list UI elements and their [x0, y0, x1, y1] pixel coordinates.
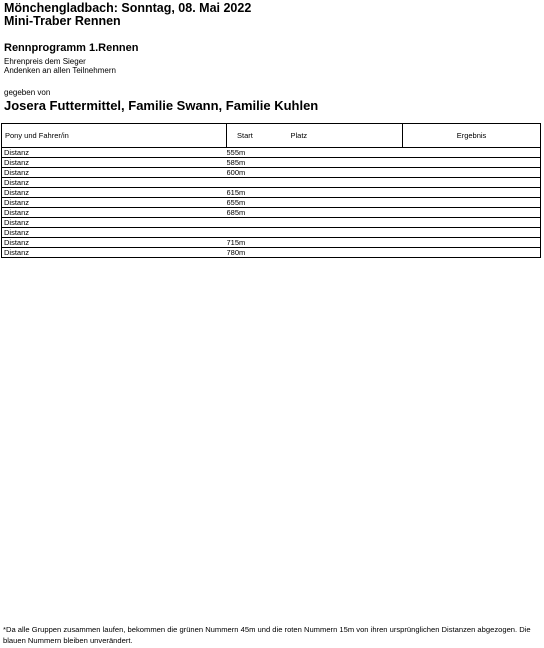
col-platz: Platz: [289, 124, 403, 148]
distance-row: [2, 208, 541, 218]
distance-label: Distanz: [2, 208, 227, 218]
race-title: Rennprogramm 1.Rennen: [4, 42, 139, 54]
place-date: Mönchengladbach: Sonntag, 08. Mai 2022: [4, 1, 252, 15]
prize-line: Ehrenpreis dem Sieger: [4, 57, 86, 66]
distance-row: [2, 198, 541, 208]
distance-row: [2, 188, 541, 198]
distance-fill: [275, 228, 541, 238]
distance-row: [2, 158, 541, 168]
distance-value: [227, 178, 275, 188]
distance-value: 555m: [227, 148, 275, 158]
distance-fill: [275, 218, 541, 228]
distance-value: 615m: [227, 188, 275, 198]
footnote: *Da alle Gruppen zusammen laufen, bekommen die grünen Nummern 45m und die roten Nummern 15m von ihren ursprünglichen Distanzen abgezogen. Die blauen Nummern bleiben unverändert.: [3, 625, 531, 645]
distance-row: [2, 248, 541, 258]
distance-label: Distanz: [2, 238, 227, 248]
distance-fill: [275, 148, 541, 158]
distance-label: Distanz: [2, 178, 227, 188]
distance-label: Distanz: [2, 228, 227, 238]
distance-row: [2, 218, 541, 228]
entries-body: [2, 148, 541, 258]
distance-value: 655m: [227, 198, 275, 208]
distance-value: 685m: [227, 208, 275, 218]
distance-row: [2, 168, 541, 178]
distance-fill: [275, 168, 541, 178]
distance-label: Distanz: [2, 248, 227, 258]
distance-value: [227, 218, 275, 228]
distance-value: [227, 228, 275, 238]
distance-label: Distanz: [2, 198, 227, 208]
distance-fill: [275, 238, 541, 248]
col-pony: Pony und Fahrer/in: [2, 124, 227, 148]
distance-label: Distanz: [2, 168, 227, 178]
sponsor: Josera Futtermittel, Familie Swann, Familie Kuhlen: [4, 98, 319, 113]
souvenir-line: Andenken an allen Teilnehmern: [4, 66, 116, 75]
distance-value: 715m: [227, 238, 275, 248]
distance-fill: [275, 158, 541, 168]
col-ergebnis: Ergebnis: [403, 124, 541, 148]
distance-fill: [275, 248, 541, 258]
distance-label: Distanz: [2, 188, 227, 198]
distance-row: [2, 148, 541, 158]
distance-label: Distanz: [2, 218, 227, 228]
distance-label: Distanz: [2, 158, 227, 168]
distance-fill: [275, 178, 541, 188]
distance-value: 600m: [227, 168, 275, 178]
event-title: Mini-Traber Rennen: [4, 14, 121, 28]
distance-value: 585m: [227, 158, 275, 168]
race-program-table: [1, 123, 541, 258]
distance-fill: [275, 198, 541, 208]
distance-fill: [275, 208, 541, 218]
distance-row: [2, 178, 541, 188]
distance-value: 780m: [227, 248, 275, 258]
distance-row: [2, 238, 541, 248]
distance-row: [2, 228, 541, 238]
distance-fill: [275, 188, 541, 198]
distance-label: Distanz: [2, 148, 227, 158]
given-by: gegeben von: [4, 88, 51, 97]
col-start: Start: [227, 124, 289, 148]
